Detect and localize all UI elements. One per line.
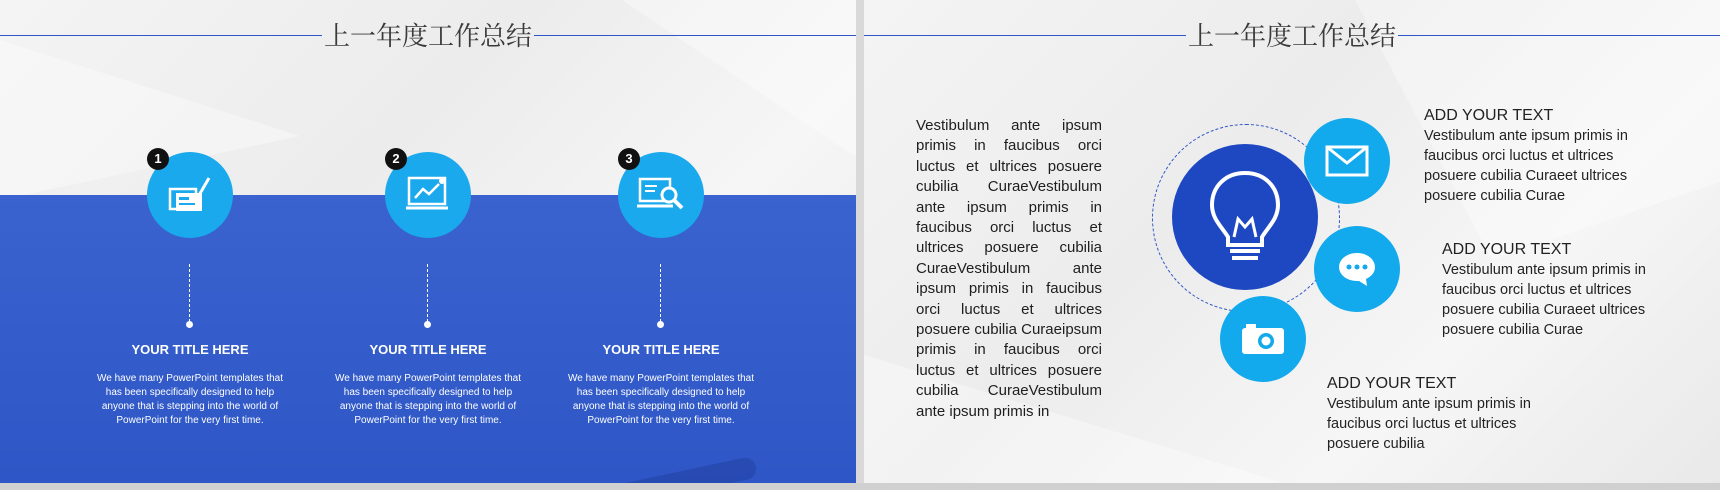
right-icon-circle bbox=[1314, 226, 1400, 312]
desc-line: anyone that is stepping into the world of bbox=[101, 401, 279, 412]
body-line: faucibus orci luctus et ultrices bbox=[1424, 148, 1614, 164]
chat-bubble-icon bbox=[1337, 251, 1377, 287]
laptop-search-icon bbox=[637, 175, 685, 215]
desc-line: has been specifically designed to help bbox=[105, 387, 275, 398]
step-title: YOUR TITLE HERE bbox=[131, 342, 249, 357]
item-body bbox=[1327, 394, 1567, 454]
body-line: posuere cubilia Curaeet ultrices bbox=[1424, 168, 1628, 184]
desc-line: We have many PowerPoint templates that bbox=[334, 373, 522, 384]
blue-band bbox=[0, 195, 856, 483]
text-item-2 bbox=[1442, 240, 1682, 340]
bottom-strip bbox=[0, 483, 1720, 490]
step-connector bbox=[189, 264, 190, 322]
center-circle bbox=[1172, 144, 1318, 290]
item-body bbox=[1442, 260, 1682, 340]
step-title: YOUR TITLE HERE bbox=[602, 342, 720, 357]
step-number: 2 bbox=[385, 148, 407, 170]
desc-line: anyone that is stepping into the world of bbox=[572, 401, 750, 412]
desc-line: PowerPoint for the very first time. bbox=[587, 415, 735, 426]
desc-line: We have many PowerPoint templates that bbox=[567, 373, 755, 384]
chart-presentation-icon bbox=[406, 175, 450, 215]
slide-title: 上一年度工作总结 bbox=[323, 21, 532, 51]
text-item-1 bbox=[1424, 106, 1664, 206]
text-item-3 bbox=[1327, 374, 1567, 454]
step-number: 1 bbox=[147, 148, 169, 170]
top-icon-circle bbox=[1304, 118, 1390, 204]
bottom-icon-circle bbox=[1220, 296, 1306, 382]
step-connector bbox=[427, 264, 428, 322]
desc-line: We have many PowerPoint templates that bbox=[96, 373, 284, 384]
body-line: Vestibulum ante ipsum primis in bbox=[1424, 128, 1628, 144]
item-title: ADD YOUR TEXT bbox=[1424, 107, 1554, 124]
body-line: posuere cubilia Curaeet ultrices bbox=[1442, 302, 1646, 318]
desc-line: PowerPoint for the very first time. bbox=[354, 415, 502, 426]
step-dot bbox=[424, 321, 431, 328]
body-line: posuere cubilia Curae bbox=[1424, 188, 1566, 204]
desc-line: has been specifically designed to help bbox=[343, 387, 513, 398]
slide-2 bbox=[864, 0, 1720, 483]
desc-line: has been specifically designed to help bbox=[576, 387, 746, 398]
body-line: faucibus orci luctus et ultrices bbox=[1442, 282, 1632, 298]
item-body bbox=[1424, 126, 1664, 206]
step-connector bbox=[660, 264, 661, 322]
body-line: posuere cubilia Curae bbox=[1442, 322, 1584, 338]
camera-icon bbox=[1240, 322, 1286, 356]
document-pen-icon bbox=[168, 175, 212, 215]
step-description bbox=[561, 372, 761, 428]
step-description bbox=[90, 372, 290, 428]
step-dot bbox=[657, 321, 664, 328]
body-paragraph: Vestibulum ante ipsum primis in faucibus orci luctus et ultrices posuere cubilia CuraeVestibulum ante ipsum primis in faucibus orci luctus et ultrices posuere cubilia CuraeVestibulum ante ipsum primis in faucibus orci luctus et ultrices posuere cubilia Curaeipsum primis in faucibus orci luctus et ultrices posuere cubilia CuraeVestibulum ante ipsum primis in bbox=[916, 117, 1102, 420]
step-dot bbox=[186, 321, 193, 328]
desc-line: PowerPoint for the very first time. bbox=[116, 415, 264, 426]
body-line: posuere cubilia bbox=[1327, 436, 1425, 452]
desc-line: anyone that is stepping into the world of bbox=[339, 401, 517, 412]
item-title: ADD YOUR TEXT bbox=[1442, 241, 1572, 258]
step-description bbox=[328, 372, 528, 428]
step-number: 3 bbox=[618, 148, 640, 170]
slide-title-row bbox=[0, 19, 856, 53]
slide-title: 上一年度工作总结 bbox=[1187, 21, 1396, 51]
body-line: faucibus orci luctus et ultrices bbox=[1327, 416, 1517, 432]
body-line: Vestibulum ante ipsum primis in bbox=[1327, 396, 1531, 412]
pen-shadow bbox=[382, 456, 758, 483]
slide-1 bbox=[0, 0, 856, 483]
lightbulb-icon bbox=[1200, 167, 1290, 267]
envelope-icon bbox=[1325, 145, 1369, 177]
body-line: Vestibulum ante ipsum primis in bbox=[1442, 262, 1646, 278]
item-title: ADD YOUR TEXT bbox=[1327, 375, 1457, 392]
slide-title-row bbox=[864, 19, 1720, 53]
step-title: YOUR TITLE HERE bbox=[369, 342, 487, 357]
